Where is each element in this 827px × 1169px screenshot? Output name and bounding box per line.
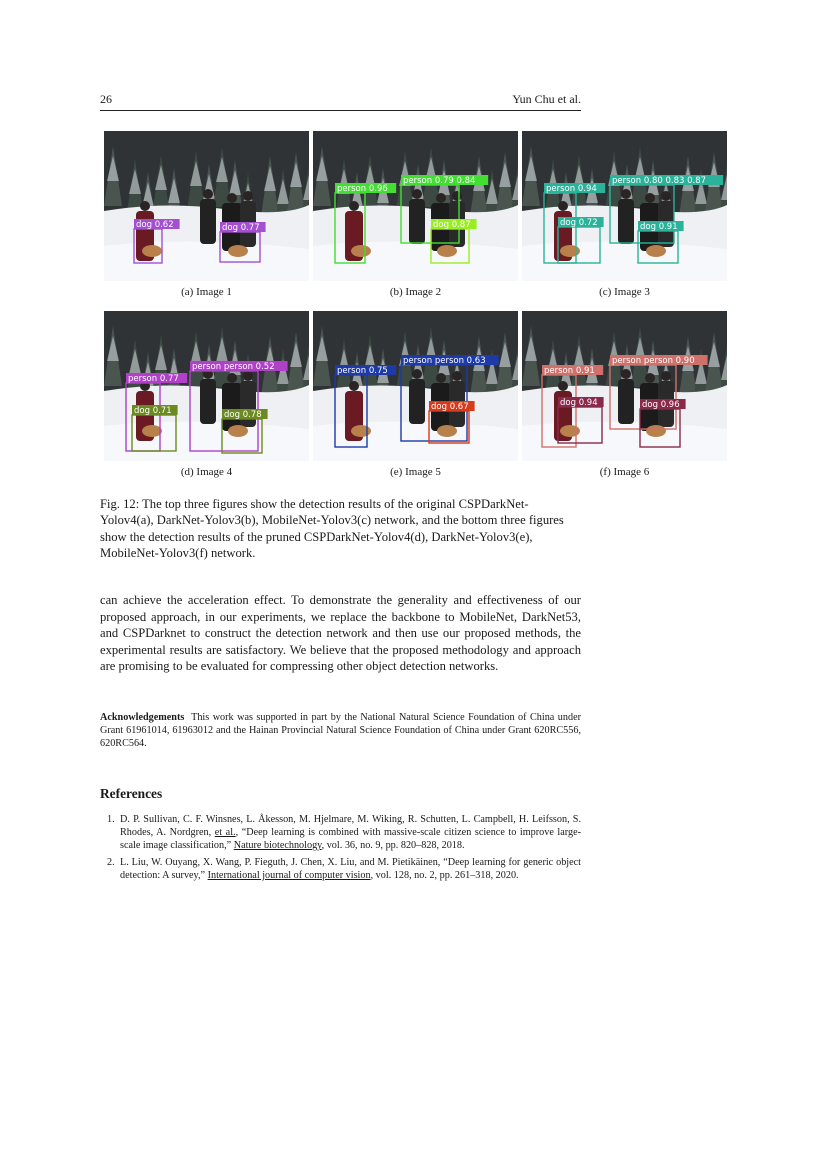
snow-path (313, 242, 518, 281)
person-head (645, 193, 655, 203)
detection-image-5 (313, 311, 518, 461)
detection-label: person 0.77 (128, 374, 179, 384)
subfigure-a (104, 131, 309, 298)
dog-figure (351, 245, 371, 257)
subfigure-caption-d: (d) Image 4 (180, 466, 233, 478)
reference-venue-link[interactable]: Nature biotechnology (233, 840, 322, 852)
reference-text-3: , vol. 128, no. 2, pp. 261–318, 2020. (370, 869, 519, 881)
detection-label: dog 0.87 (433, 220, 471, 230)
person-head (436, 373, 446, 383)
reference-text: L. Liu, W. Ouyang, X. Wang, P. Fieguth, J. Chen, X. Liu, and M. Pietikäinen, “Deep learning for generic object detection: A survey,” (120, 856, 581, 881)
person-figure (409, 379, 425, 424)
snow-path (522, 422, 727, 461)
reference-text: D. P. Sullivan, C. F. Winsnes, L. Åkesson, M. Hjelmare, M. Wiking, R. Schutten, L. Campbell, H. Leifsson, S. Rhodes, A. Nordgren, (120, 814, 581, 839)
person-figure (222, 383, 242, 431)
detection-label: person 0.91 (544, 366, 595, 376)
subfigure-caption-a: (a) Image 1 (181, 286, 232, 298)
reference-item (100, 856, 581, 882)
snow-path (104, 242, 309, 281)
detection-label: dog 0.67 (431, 402, 469, 412)
person-head (140, 201, 150, 211)
detection-label: dog 0.91 (640, 222, 678, 232)
person-figure (618, 199, 634, 244)
figure-caption: Fig. 12: The top three figures show the detection results of the original CSPDarkNet-Yolov4(a), DarkNet-Yolov3(b), MobileNet-Yolov3(c) network, and the bottom three figures show the detection results of the pruned CSPDarkNet-Yolov4(d), DarkNet-Yolov3(e), MobileNet-Yolov3(f) network. (100, 497, 564, 561)
subfigure-caption-e: (e) Image 5 (390, 466, 441, 478)
detection-image-2 (313, 131, 518, 281)
reference-text-3: , vol. 36, no. 9, pp. 820–828, 2018. (321, 840, 465, 852)
reference-number: 1. (107, 814, 115, 825)
person-figure (240, 381, 256, 427)
dog-figure (228, 425, 248, 437)
person-head (621, 189, 631, 199)
body-paragraph: can achieve the acceleration effect. To demonstrate the generality and effectiveness of our proposed approach, in our experiments, we replace the backbone to MobileNet, DarkNet53, and CSPDarknet to construct the detection network and then use our proposed methods, the experimental results are satisfactory. We believe that the proposed methodology and approach are promising to be evaluated for compressing other object detection networks. (100, 593, 581, 674)
subfigure-d (104, 311, 309, 478)
person-figure (409, 199, 425, 244)
detection-image-6 (522, 311, 727, 461)
person-head (661, 191, 671, 201)
person-head (645, 373, 655, 383)
subfigure-f (522, 311, 727, 478)
person-head (243, 371, 253, 381)
dog-figure (437, 245, 457, 257)
person-head (412, 189, 422, 199)
detection-label: person 0.94 (546, 184, 597, 194)
subfigure-b (313, 131, 518, 298)
dog-figure (142, 425, 162, 437)
detection-label: dog 0.96 (642, 400, 680, 410)
detection-label: dog 0.71 (134, 406, 172, 416)
person-head (412, 369, 422, 379)
person-head (436, 193, 446, 203)
person-head (227, 373, 237, 383)
dog-figure (560, 425, 580, 437)
detection-label: person 0.96 (337, 184, 388, 194)
running-head (100, 92, 581, 107)
dog-figure (351, 425, 371, 437)
person-head (558, 381, 568, 391)
person-head (203, 189, 213, 199)
detection-label: person 0.75 (337, 366, 388, 376)
person-figure (618, 379, 634, 424)
snow-path (522, 242, 727, 281)
detection-label: dog 0.72 (560, 218, 598, 228)
person-head (349, 201, 359, 211)
detection-label: person 0.79 0.84 (403, 176, 476, 186)
running-authors: Yun Chu et al. (512, 92, 581, 106)
acknowledgements-text: This work was supported in part by the National Natural Science Foundation of China under Grant 61961014, 61963012 and the Hainan Provincial Natural Science Foundation of China under Grant 620RC556, 620RC564. (100, 712, 581, 750)
dog-figure (228, 245, 248, 257)
acknowledgements-heading: Acknowledgements (100, 712, 185, 723)
detection-label: dog 0.78 (224, 410, 262, 420)
detection-label: person 0.80 0.83 0.87 (612, 176, 707, 186)
person-head (558, 201, 568, 211)
person-head (349, 381, 359, 391)
dog-figure (646, 425, 666, 437)
detection-image-1 (104, 131, 309, 281)
subfigure-caption-f: (f) Image 6 (599, 466, 650, 478)
dog-figure (437, 425, 457, 437)
acknowledgements (100, 711, 581, 751)
reference-number: 2. (107, 856, 115, 868)
subfigure-caption-c: (c) Image 3 (599, 286, 650, 298)
detection-image-4 (104, 311, 309, 461)
detection-label: dog 0.62 (136, 220, 174, 230)
subfigure-c (522, 131, 727, 298)
detection-image-3 (522, 131, 727, 281)
detection-label: person person 0.90 (612, 356, 695, 366)
reference-list (100, 813, 581, 885)
person-head (661, 371, 671, 381)
detection-label: dog 0.77 (222, 223, 260, 233)
person-head (621, 369, 631, 379)
dog-figure (142, 245, 162, 257)
header-rule (100, 110, 581, 111)
person-head (227, 193, 237, 203)
person-head (243, 191, 253, 201)
reference-text-2: , “Deep learning is combined with massive-scale citizen science to improve large-scale image classification,” (120, 827, 581, 852)
detection-label: dog 0.94 (560, 398, 598, 408)
subfigure-e (313, 311, 518, 478)
references-title: References (100, 786, 163, 801)
person-figure (200, 379, 216, 424)
reference-venue-link[interactable]: International journal of computer vision (207, 869, 371, 881)
reference-item (100, 813, 581, 853)
detection-label: person person 0.63 (403, 356, 486, 366)
person-head (452, 191, 462, 201)
person-figure (200, 199, 216, 244)
detection-label: person person 0.52 (192, 362, 275, 372)
person-head (452, 371, 462, 381)
page-number: 26 (100, 92, 112, 106)
dog-figure (646, 245, 666, 257)
reference-etal-link[interactable]: et al. (214, 827, 236, 839)
subfigure-caption-b: (b) Image 2 (389, 286, 442, 298)
dog-figure (560, 245, 580, 257)
snow-path (104, 422, 309, 461)
